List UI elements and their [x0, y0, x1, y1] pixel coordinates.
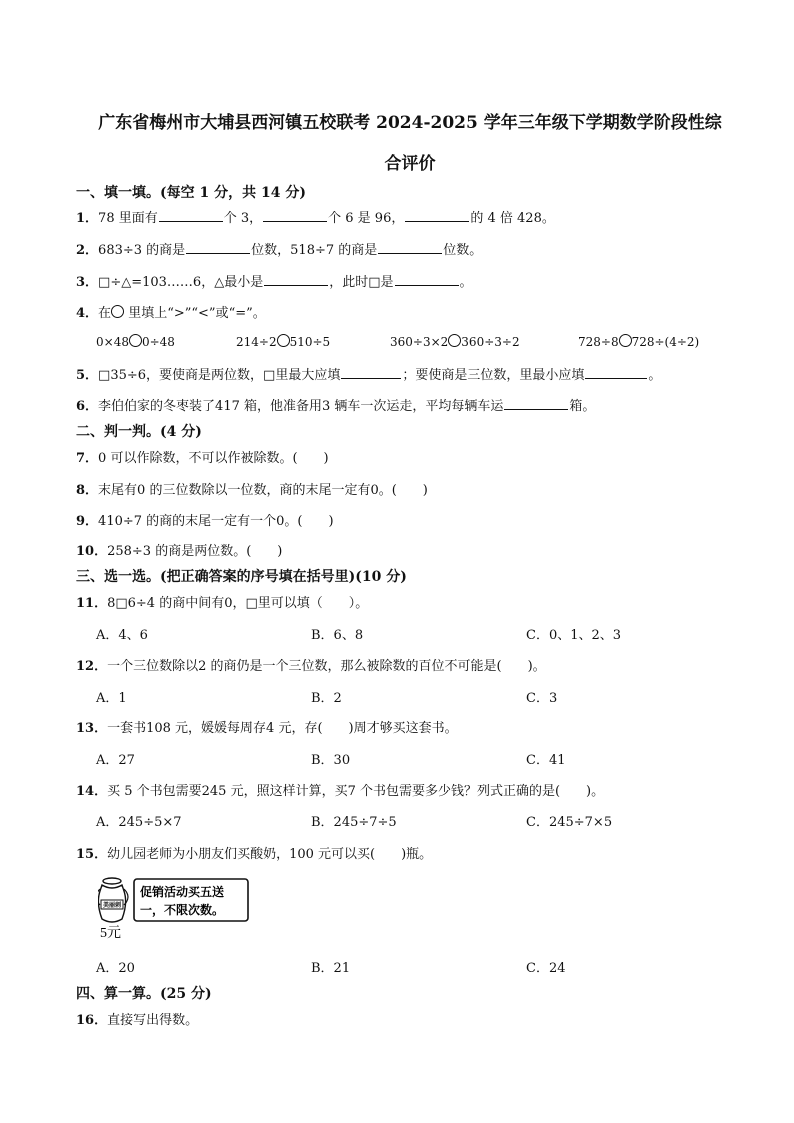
option-a[interactable]: A．4、6 — [96, 628, 148, 643]
option-b[interactable]: B．6、8 — [311, 628, 364, 643]
question-number: 4． — [76, 306, 99, 321]
compare-item — [390, 334, 520, 349]
answer-blank[interactable] — [585, 366, 647, 379]
question-number: 3． — [76, 275, 99, 290]
question-text: 0 可以作除数，不可以作被除数。( ) — [98, 451, 329, 466]
compare-left: 728÷8 — [578, 335, 619, 349]
question-number: 2． — [76, 243, 99, 258]
question-7 — [76, 447, 329, 466]
question-5 — [76, 364, 661, 383]
circle-icon — [111, 305, 124, 318]
section-heading-judge: 二、判一判。(4 分) — [76, 424, 202, 440]
question-15 — [76, 843, 432, 862]
question-text: 258÷3 的商是两位数。( ) — [107, 544, 283, 559]
question-14 — [76, 780, 604, 799]
option-a[interactable]: A．27 — [96, 753, 135, 768]
question-text: 的 4 倍 428。 — [470, 211, 555, 226]
question-text: 直接写出得数。 — [107, 1013, 199, 1028]
yogurt-jar-icon — [98, 875, 258, 939]
question-number: 13． — [76, 721, 108, 736]
answer-blank[interactable] — [504, 397, 568, 410]
question-text: □÷△=103……6，△最小是 — [98, 275, 264, 290]
document-title-line2: 合评价 — [384, 154, 436, 174]
question-number: 6． — [76, 399, 99, 414]
question-12 — [76, 655, 546, 674]
compare-left: 360÷3×2 — [390, 335, 449, 349]
compare-circle-blank[interactable] — [448, 334, 461, 347]
question-1 — [76, 207, 555, 226]
option-b[interactable]: B．30 — [311, 753, 351, 768]
question-number: 7． — [76, 451, 99, 466]
promo-text-line2: 一，不限次数。 — [140, 903, 225, 917]
question-text: 位数，518÷7 的商是 — [251, 243, 378, 258]
answer-blank[interactable] — [395, 273, 459, 286]
question-number: 16． — [76, 1013, 108, 1028]
answer-blank[interactable] — [159, 209, 223, 222]
compare-circle-blank[interactable] — [277, 334, 290, 347]
compare-right: 728÷(4÷2) — [631, 335, 700, 349]
compare-left: 0×48 — [96, 335, 129, 349]
answer-blank[interactable] — [263, 209, 327, 222]
question-text: 8□6÷4 的商中间有0，□里可以填（ ）。 — [107, 596, 369, 611]
question-number: 15． — [76, 847, 108, 862]
question-8 — [76, 479, 428, 498]
question-number: 12． — [76, 659, 108, 674]
compare-item — [578, 334, 699, 349]
question-16 — [76, 1009, 198, 1028]
question-number: 10． — [76, 544, 108, 559]
option-c[interactable]: C．41 — [526, 753, 566, 768]
question-text: 个 3， — [223, 211, 263, 226]
question-number: 8． — [76, 483, 99, 498]
option-b[interactable]: B．245÷7÷5 — [311, 815, 397, 830]
answer-blank[interactable] — [378, 241, 442, 254]
compare-circle-blank[interactable] — [129, 334, 142, 347]
question-text: 个 6 是 96， — [328, 211, 405, 226]
question-6 — [76, 395, 595, 414]
question-text: ；要使商是三位数，里最小应填 — [402, 368, 585, 383]
answer-blank[interactable] — [405, 209, 469, 222]
yogurt-promo-illustration — [98, 875, 258, 943]
question-text: 683÷3 的商是 — [98, 243, 186, 258]
question-text: 末尾有0 的三位数除以一位数，商的末尾一定有0。( ) — [98, 483, 428, 498]
question-13 — [76, 717, 458, 736]
question-10 — [76, 540, 282, 559]
question-11 — [76, 592, 368, 611]
question-text: 410÷7 的商的末尾一定有一个0。( ) — [98, 514, 334, 529]
price-label: 5元 — [100, 926, 121, 939]
question-text: 买 5 个书包需要245 元，照这样计算，买7 个书包需要多少钱？列式正确的是( )。 — [107, 784, 605, 799]
option-c[interactable]: C．3 — [526, 691, 558, 706]
question-text: 箱。 — [569, 399, 596, 414]
answer-blank[interactable] — [341, 366, 401, 379]
document-title-line1: 广东省梅州市大埔县西河镇五校联考 2024-2025 学年三年级下学期数学阶段性综 — [98, 113, 722, 133]
question-number: 11． — [76, 596, 108, 611]
question-text: ，此时□是 — [329, 275, 394, 290]
answer-blank[interactable] — [186, 241, 250, 254]
section-heading-calculate: 四、算一算。(25 分) — [76, 986, 212, 1002]
question-text: 李伯伯家的冬枣装了417 箱，他准备用3 辆车一次运走，平均每辆车运 — [98, 399, 504, 414]
compare-circle-blank[interactable] — [619, 334, 632, 347]
question-number: 14． — [76, 784, 108, 799]
question-text: 一套书108 元，媛媛每周存4 元，存( )周才够买这套书。 — [107, 721, 458, 736]
option-b[interactable]: B．2 — [311, 691, 342, 706]
question-text: 。 — [648, 368, 662, 383]
question-4 — [76, 302, 266, 321]
question-2 — [76, 239, 482, 258]
question-3 — [76, 271, 473, 290]
option-c[interactable]: C．0、1、2、3 — [526, 628, 622, 643]
compare-right: 360÷3÷2 — [461, 335, 520, 349]
question-text: 位数。 — [443, 243, 483, 258]
compare-item — [96, 334, 175, 349]
compare-left: 214÷2 — [236, 335, 277, 349]
compare-right: 510÷5 — [289, 335, 331, 349]
answer-blank[interactable] — [264, 273, 328, 286]
question-number: 5． — [76, 368, 99, 383]
compare-item — [236, 334, 330, 349]
option-c[interactable]: C．245÷7×5 — [526, 815, 613, 830]
option-a[interactable]: A．245÷5×7 — [96, 815, 182, 830]
question-number: 9． — [76, 514, 99, 529]
question-text: 在 — [98, 306, 112, 321]
option-a[interactable]: A．20 — [96, 961, 135, 976]
question-text: 一个三位数除以2 的商仍是一个三位数，那么被除数的百位不可能是( )。 — [107, 659, 546, 674]
question-text: 幼儿园老师为小朋友们买酸奶，100 元可以买( )瓶。 — [107, 847, 433, 862]
question-text: 里填上“>”“<”或“=”。 — [128, 306, 266, 321]
compare-right: 0÷48 — [141, 335, 175, 349]
option-a[interactable]: A．1 — [96, 691, 127, 706]
jar-label: 美丽刺 — [102, 902, 122, 909]
option-c[interactable]: C．24 — [526, 961, 566, 976]
section-heading-fill: 一、填一填。(每空 1 分，共 14 分) — [76, 185, 306, 201]
question-number: 1． — [76, 211, 99, 226]
question-text: 78 里面有 — [98, 211, 158, 226]
option-b[interactable]: B．21 — [311, 961, 351, 976]
promo-text-line1: 促销活动买五送 — [140, 885, 225, 899]
question-9 — [76, 510, 334, 529]
question-text: □35÷6，要使商是两位数，□里最大应填 — [98, 368, 341, 383]
question-text: 。 — [459, 275, 473, 290]
section-heading-choose: 三、选一选。(把正确答案的序号填在括号里)(10 分) — [76, 569, 407, 585]
